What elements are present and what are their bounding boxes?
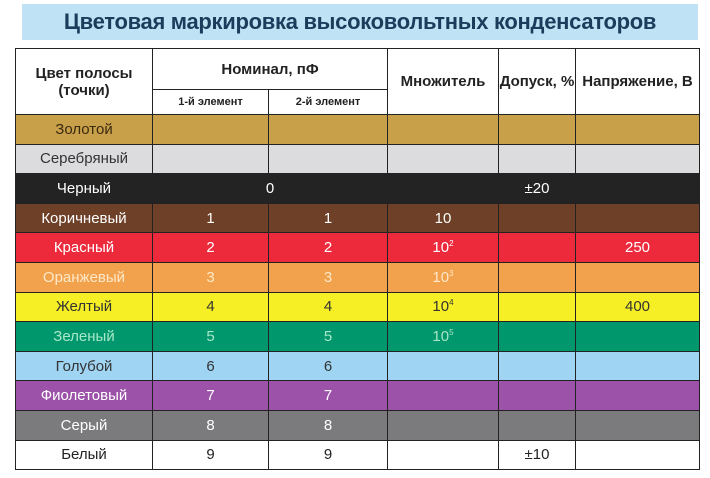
multiplier-cell: [388, 203, 499, 233]
tolerance-cell: [499, 115, 576, 145]
voltage-cell: [576, 351, 700, 381]
tolerance-cell: [499, 351, 576, 381]
table-row: [16, 410, 700, 440]
second-element-cell: 4: [269, 292, 388, 322]
voltage-cell: [576, 144, 700, 174]
header-multiplier: Множитель: [388, 49, 499, 115]
second-element-cell: 1: [269, 203, 388, 233]
second-element-cell: 7: [269, 381, 388, 411]
color-name-cell: Белый: [16, 440, 153, 470]
color-name-cell: Черный: [16, 174, 153, 204]
voltage-cell: [576, 410, 700, 440]
second-element-cell: 9: [269, 440, 388, 470]
first-element-cell: 1: [153, 203, 269, 233]
color-name-cell: Золотой: [16, 115, 153, 145]
tolerance-cell: ±20: [499, 174, 576, 204]
nominal-merged-cell: 0: [153, 174, 388, 204]
multiplier-base: 10: [432, 268, 450, 286]
first-element-cell: 6: [153, 351, 269, 381]
multiplier-cell: [388, 292, 499, 322]
table-row: [16, 292, 700, 322]
second-element-cell: 5: [269, 322, 388, 352]
voltage-cell: [576, 381, 700, 411]
multiplier-cell: [388, 410, 499, 440]
tolerance-cell: [499, 292, 576, 322]
second-element-cell: 6: [269, 351, 388, 381]
voltage-cell: [576, 322, 700, 352]
tolerance-cell: [499, 410, 576, 440]
header-voltage: Напряжение, В: [576, 49, 700, 115]
header-first-element: 1-й элемент: [153, 90, 269, 115]
table-row: [16, 144, 700, 174]
voltage-cell: [576, 174, 700, 204]
tolerance-cell: ±10: [499, 440, 576, 470]
color-name-cell: Фиолетовый: [16, 381, 153, 411]
multiplier-base: 10: [434, 209, 452, 227]
header-nominal: Номинал, пФ: [153, 49, 388, 90]
table-row: [16, 115, 700, 145]
color-name-cell: Серый: [16, 410, 153, 440]
voltage-cell: [576, 115, 700, 145]
color-name-cell: Коричневый: [16, 203, 153, 233]
tolerance-cell: [499, 144, 576, 174]
capacitor-color-code-table: [15, 48, 700, 470]
first-element-cell: 7: [153, 381, 269, 411]
color-name-cell: Красный: [16, 233, 153, 263]
table-row: [16, 262, 700, 292]
header-second-element: 2-й элемент: [269, 90, 388, 115]
multiplier-cell: [388, 440, 499, 470]
tolerance-cell: [499, 203, 576, 233]
second-element-cell: [269, 115, 388, 145]
tolerance-cell: [499, 262, 576, 292]
multiplier-cell: [388, 174, 499, 204]
first-element-cell: [153, 115, 269, 145]
multiplier-cell: [388, 322, 499, 352]
page-title: Цветовая маркировка высоковольтных конденсаторов: [22, 4, 698, 40]
first-element-cell: 4: [153, 292, 269, 322]
multiplier-cell: [388, 144, 499, 174]
color-name-cell: Голубой: [16, 351, 153, 381]
multiplier-cell: [388, 262, 499, 292]
color-name-cell: Желтый: [16, 292, 153, 322]
color-name-cell: Оранжевый: [16, 262, 153, 292]
first-element-cell: [153, 144, 269, 174]
tolerance-cell: [499, 322, 576, 352]
voltage-cell: 250: [576, 233, 700, 263]
first-element-cell: 3: [153, 262, 269, 292]
multiplier-base: 10: [432, 327, 450, 345]
voltage-cell: [576, 203, 700, 233]
color-name-cell: Зеленый: [16, 322, 153, 352]
second-element-cell: 3: [269, 262, 388, 292]
multiplier-cell: [388, 115, 499, 145]
multiplier-cell: [388, 351, 499, 381]
table-row: [16, 174, 700, 204]
table-row: [16, 322, 700, 352]
multiplier-exponent: 5: [449, 327, 454, 337]
table-row: [16, 351, 700, 381]
first-element-cell: 9: [153, 440, 269, 470]
voltage-cell: [576, 262, 700, 292]
color-name-cell: Серебряный: [16, 144, 153, 174]
tolerance-cell: [499, 233, 576, 263]
table-row: [16, 440, 700, 470]
header-tolerance: Допуск, %: [499, 49, 576, 115]
first-element-cell: 2: [153, 233, 269, 263]
first-element-cell: 5: [153, 322, 269, 352]
table-row: [16, 203, 700, 233]
voltage-cell: 400: [576, 292, 700, 322]
second-element-cell: 8: [269, 410, 388, 440]
multiplier-cell: [388, 381, 499, 411]
multiplier-exponent: 3: [449, 268, 454, 278]
first-element-cell: 8: [153, 410, 269, 440]
second-element-cell: 2: [269, 233, 388, 263]
second-element-cell: [269, 144, 388, 174]
voltage-cell: [576, 440, 700, 470]
multiplier-cell: [388, 233, 499, 263]
tolerance-cell: [499, 381, 576, 411]
table-row: [16, 381, 700, 411]
header-color: Цвет полосы (точки): [16, 49, 153, 115]
multiplier-base: 10: [432, 298, 450, 316]
multiplier-exponent: 4: [449, 298, 454, 308]
multiplier-base: 10: [432, 239, 450, 257]
multiplier-exponent: 2: [449, 239, 454, 249]
table-row: [16, 233, 700, 263]
